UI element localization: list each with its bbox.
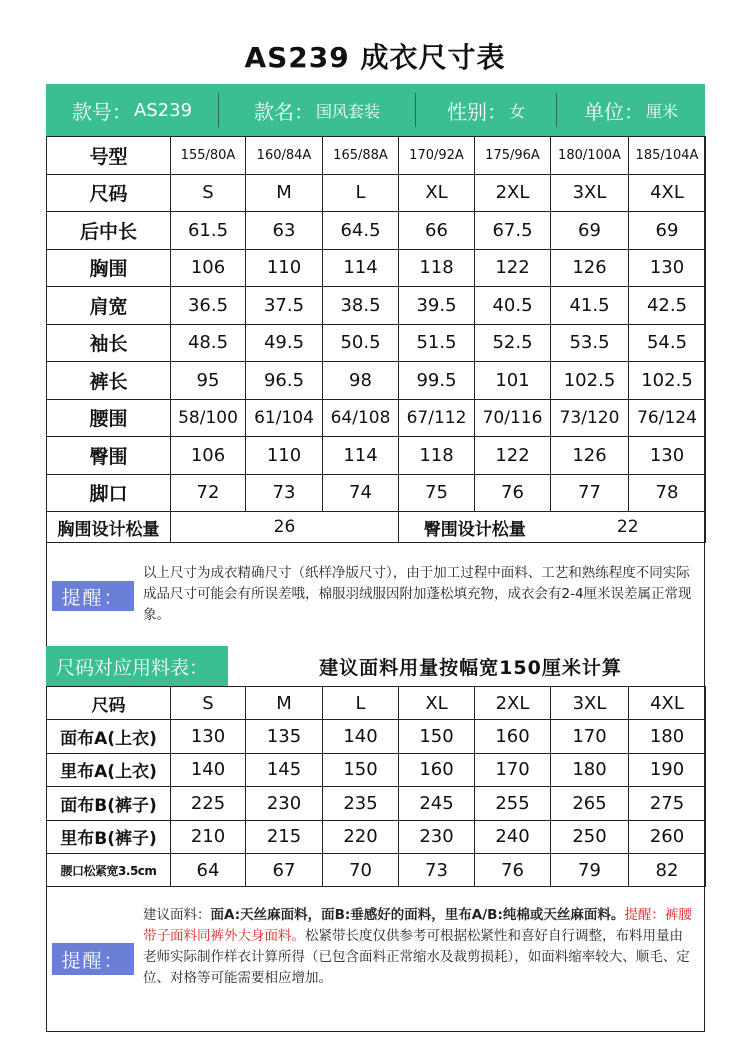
fabric-table-row-label: 里布A(上衣): [47, 753, 171, 786]
size-table-cell: 69: [551, 212, 629, 250]
size-table-row: [47, 174, 706, 212]
reminder-tag: 提醒：: [52, 581, 134, 611]
size-table-cell: 122: [475, 249, 551, 287]
fabric-table-cell: 210: [171, 820, 246, 853]
fabric-note-detail: 松紧带长度仅供参考可根据松紧性和喜好自行调整，布料用量由老师实际制作样衣计算所得（已包含面料正常缩水及裁剪损耗），如面料缩率较大、顺毛、定位、对格等可能需要相应增加。: [143, 928, 690, 986]
size-table-row: [47, 249, 706, 287]
size-table-cell: 72: [171, 474, 246, 512]
fabric-table-cell: 170: [551, 720, 629, 753]
size-table-cell: 40.5: [475, 287, 551, 325]
size-table-cell: 99.5: [399, 362, 475, 400]
size-table-cell: 38.5: [323, 287, 399, 325]
fabric-reminder-box: [46, 887, 705, 1032]
style-name: 款名： 国风套装: [253, 99, 380, 124]
fabric-table-cell: 230: [246, 787, 323, 820]
size-table-cell: 67/112: [399, 399, 475, 437]
fabric-table-cell: 150: [399, 720, 475, 753]
size-table-cell: 180/100A: [551, 137, 629, 175]
fabric-table-cell: 130: [171, 720, 246, 753]
fabric-table-row: [47, 720, 706, 753]
fabric-table-cell: 265: [551, 787, 629, 820]
size-table-cell: 122: [475, 437, 551, 475]
gender: 性别： 女: [446, 99, 525, 124]
size-table-cell: 51.5: [399, 324, 475, 362]
fabric-table-cell: 215: [246, 820, 323, 853]
fabric-table-cell: L: [323, 687, 399, 720]
size-table-cell: 106: [171, 437, 246, 475]
fabric-reminder-tag: 提醒：: [52, 943, 134, 975]
fabric-table-cell: 3XL: [551, 687, 629, 720]
size-table-cell: 39.5: [399, 287, 475, 325]
size-table-cell: 74: [323, 474, 399, 512]
size-table-row: [47, 287, 706, 325]
fabric-table-cell: 190: [629, 753, 706, 786]
fabric-table-cell: 240: [475, 820, 551, 853]
size-table-cell: 67.5: [475, 212, 551, 250]
size-table-cell: L: [323, 174, 399, 212]
size-table-cell: 102.5: [551, 362, 629, 400]
hip-allowance-label: 臀围设计松量: [399, 512, 551, 543]
size-table-row: [47, 474, 706, 512]
fabric-table-cell: 82: [629, 853, 706, 886]
size-table-cell: 63: [246, 212, 323, 250]
size-table-cell: 126: [551, 249, 629, 287]
size-table-cell: 76/124: [629, 399, 706, 437]
size-table-cell: 118: [399, 437, 475, 475]
fabric-table-row-label: 尺码: [47, 687, 171, 720]
size-table-cell: 110: [246, 249, 323, 287]
size-table-cell: M: [246, 174, 323, 212]
size-table-cell: 130: [629, 437, 706, 475]
size-table-cell: 49.5: [246, 324, 323, 362]
size-table-cell: 69: [629, 212, 706, 250]
fabric-table-cell: 235: [323, 787, 399, 820]
size-table-cell: 76: [475, 474, 551, 512]
reminder-text: 以上尺寸为成衣精确尺寸（纸样净版尺寸），由于加工过程中面料、工艺和熟练程度不同实际成品尺寸可能会有所误差哦，棉服羽绒服因附加蓬松填充物，成衣会有2-4厘米误差属正常现象。: [143, 565, 692, 623]
fabric-table-cell: 67: [246, 853, 323, 886]
fabric-table-cell: 150: [323, 753, 399, 786]
hip-allowance-value: 22: [551, 512, 706, 543]
size-table-cell: 175/96A: [475, 137, 551, 175]
size-table-cell: 101: [475, 362, 551, 400]
size-table-row: [47, 137, 706, 175]
fabric-table-cell: 225: [171, 787, 246, 820]
size-table-cell: 52.5: [475, 324, 551, 362]
fabric-table-cell: 64: [171, 853, 246, 886]
info-header-bar: [46, 84, 705, 136]
size-table-cell: 102.5: [629, 362, 706, 400]
fabric-table-row: [47, 753, 706, 786]
size-table-cell: 61.5: [171, 212, 246, 250]
size-table-cell: 118: [399, 249, 475, 287]
size-table-cell: 41.5: [551, 287, 629, 325]
size-table-cell: 4XL: [629, 174, 706, 212]
page-title: AS239 成衣尺寸表: [244, 41, 506, 74]
size-table-row-label: 尺码: [47, 174, 171, 212]
size-table-cell: 170/92A: [399, 137, 475, 175]
size-table-cell: 96.5: [246, 362, 323, 400]
fabric-table-cell: 245: [399, 787, 475, 820]
size-table-cell: 126: [551, 437, 629, 475]
size-table-cell: 165/88A: [323, 137, 399, 175]
fabric-advice-label: 建议面料：: [143, 907, 211, 923]
fabric-table-cell: XL: [399, 687, 475, 720]
size-table-cell: 50.5: [323, 324, 399, 362]
fabric-table-row: [47, 687, 706, 720]
size-table-cell: 58/100: [171, 399, 246, 437]
size-table-cell: 64.5: [323, 212, 399, 250]
size-table-cell: 48.5: [171, 324, 246, 362]
fabric-table-cell: 4XL: [629, 687, 706, 720]
fabric-table-cell: 255: [475, 787, 551, 820]
size-table-cell: 70/116: [475, 399, 551, 437]
fabric-table-row-label: 腰口松紧宽3.5cm: [47, 853, 171, 886]
fabric-section-title: 尺码对应用料表：: [46, 646, 228, 686]
size-table: [46, 136, 706, 543]
fabric-table-row-label: 面布B(裤子): [47, 787, 171, 820]
fabric-table-cell: 250: [551, 820, 629, 853]
size-table-row: [47, 437, 706, 475]
size-table-row: [47, 212, 706, 250]
size-table-row-label: 臀围: [47, 437, 171, 475]
size-table-row-label: 脚口: [47, 474, 171, 512]
reminder-box: [46, 546, 705, 646]
fabric-table-cell: 73: [399, 853, 475, 886]
size-table-row-label: 袖长: [47, 324, 171, 362]
size-table-cell: XL: [399, 174, 475, 212]
waistband-warning: 提醒：裤腰带子面料同裤外大身面料。: [143, 907, 692, 944]
size-table-cell: 37.5: [246, 287, 323, 325]
fabric-table-cell: 135: [246, 720, 323, 753]
chest-allowance-label: 胸围设计松量: [47, 512, 171, 543]
fabric-table-cell: 230: [399, 820, 475, 853]
size-table-cell: 185/104A: [629, 137, 706, 175]
size-table-cell: 106: [171, 249, 246, 287]
fabric-table-cell: 145: [246, 753, 323, 786]
unit: 单位： 厘米: [583, 99, 678, 124]
fabric-table-cell: 260: [629, 820, 706, 853]
size-table-cell: 75: [399, 474, 475, 512]
size-table-cell: 114: [323, 437, 399, 475]
size-table-cell: 61/104: [246, 399, 323, 437]
fabric-table-cell: 180: [551, 753, 629, 786]
size-table-row-label: 号型: [47, 137, 171, 175]
size-table-row: [47, 324, 706, 362]
fabric-section-subtitle: 建议面料用量按幅宽150厘米计算: [319, 656, 622, 679]
size-table-cell: S: [171, 174, 246, 212]
fabric-table-cell: 140: [171, 753, 246, 786]
size-table-cell: 160/84A: [246, 137, 323, 175]
fabric-table-cell: 275: [629, 787, 706, 820]
size-table-cell: 66: [399, 212, 475, 250]
size-table-row-label: 肩宽: [47, 287, 171, 325]
size-table-row-label: 后中长: [47, 212, 171, 250]
size-table-cell: 114: [323, 249, 399, 287]
chest-allowance-value: 26: [171, 512, 399, 543]
style-number: 款号： AS239: [71, 99, 193, 124]
size-table-cell: 78: [629, 474, 706, 512]
fabric-table-row: [47, 787, 706, 820]
size-table-row: [47, 399, 706, 437]
size-table-cell: 36.5: [171, 287, 246, 325]
allowance-row: [47, 512, 706, 543]
fabric-reminder-text: [143, 905, 695, 989]
size-table-cell: 95: [171, 362, 246, 400]
fabric-table-cell: S: [171, 687, 246, 720]
size-table-cell: 64/108: [323, 399, 399, 437]
fabric-table-cell: 70: [323, 853, 399, 886]
size-table-cell: 2XL: [475, 174, 551, 212]
fabric-table-row: [47, 853, 706, 886]
fabric-table-cell: 160: [399, 753, 475, 786]
fabric-table-cell: 180: [629, 720, 706, 753]
size-table-cell: 3XL: [551, 174, 629, 212]
size-table-cell: 73: [246, 474, 323, 512]
size-table-row: [47, 362, 706, 400]
fabric-table-row-label: 面布A(上衣): [47, 720, 171, 753]
size-table-row-label: 胸围: [47, 249, 171, 287]
fabric-table: [46, 686, 706, 887]
size-table-cell: 130: [629, 249, 706, 287]
size-table-cell: 53.5: [551, 324, 629, 362]
fabric-table-cell: M: [246, 687, 323, 720]
size-table-cell: 155/80A: [171, 137, 246, 175]
fabric-table-cell: 220: [323, 820, 399, 853]
fabric-table-cell: 2XL: [475, 687, 551, 720]
size-table-cell: 73/120: [551, 399, 629, 437]
fabric-table-cell: 170: [475, 753, 551, 786]
size-table-cell: 98: [323, 362, 399, 400]
fabric-table-cell: 76: [475, 853, 551, 886]
fabric-table-cell: 140: [323, 720, 399, 753]
fabric-table-row: [47, 820, 706, 853]
size-table-cell: 54.5: [629, 324, 706, 362]
fabric-table-cell: 160: [475, 720, 551, 753]
fabric-advice: 面A:天丝麻面料，面B:垂感好的面料，里布A/B:纯棉或天丝麻面料。: [210, 907, 625, 923]
fabric-table-row-label: 里布B(裤子): [47, 820, 171, 853]
fabric-table-cell: 79: [551, 853, 629, 886]
size-table-cell: 42.5: [629, 287, 706, 325]
size-table-row-label: 腰围: [47, 399, 171, 437]
fabric-section-header: [46, 646, 705, 686]
size-table-cell: 77: [551, 474, 629, 512]
size-table-cell: 110: [246, 437, 323, 475]
size-table-row-label: 裤长: [47, 362, 171, 400]
